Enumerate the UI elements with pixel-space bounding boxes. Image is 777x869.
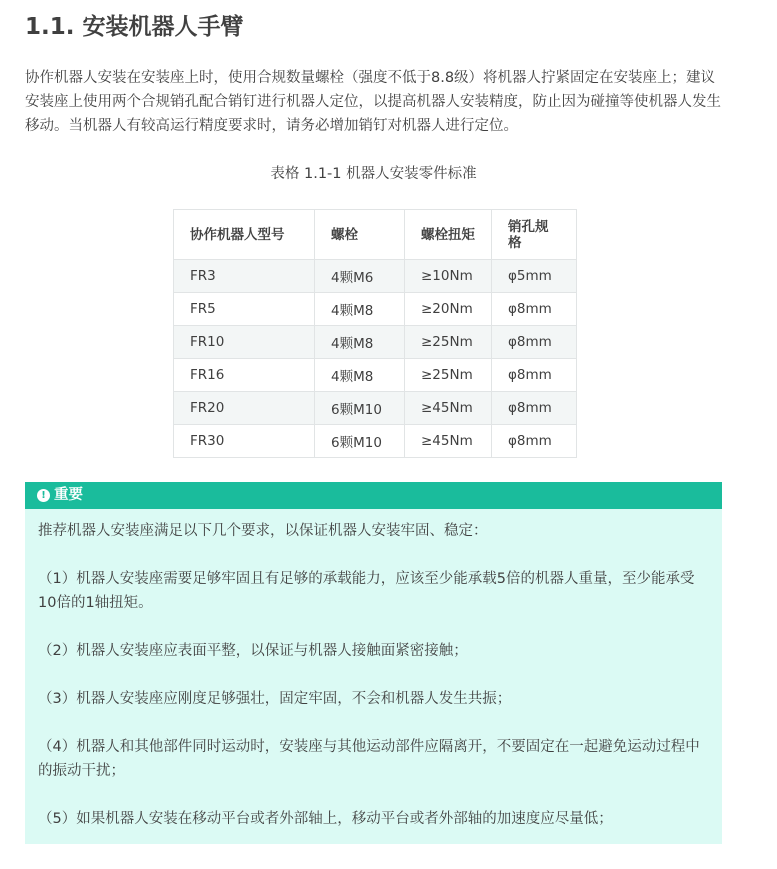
table-row [174,425,577,458]
admonition-paragraph: （2）机器人安装座应表面平整，以保证与机器人接触面紧密接触； [38,643,468,659]
cell-model: FR3 [174,260,315,293]
cell-torque: ≥20Nm [405,293,492,326]
cell-bolt: 4颗M6 [315,260,405,293]
admonition-paragraph: （3）机器人安装座应刚度足够强壮，固定牢固，不会和机器人发生共振； [38,691,512,707]
cell-pin-hole: φ8mm [492,425,577,458]
cell-model: FR5 [174,293,315,326]
cell-model: FR16 [174,359,315,392]
cell-bolt: 6颗M10 [315,392,405,425]
cell-pin-hole: φ5mm [492,260,577,293]
table-row [174,293,577,326]
cell-pin-hole: φ8mm [492,326,577,359]
admonition-title: 重要 [54,487,83,503]
header-model: 协作机器人型号 [174,210,315,260]
intro-paragraph: 协作机器人安装在安装座上时，使用合规数量螺栓（强度不低于8.8级）将机器人拧紧固定在安装座上；建议安装座上使用两个合规销孔配合销钉进行机器人定位，以提高机器人安装精度，防止因为碰撞等使机器人发生移动。当机器人有较高运行精度要求时，请务必增加销钉对机器人进行定位。 [25,70,721,134]
cell-torque: ≥25Nm [405,359,492,392]
cell-bolt: 4颗M8 [315,293,405,326]
table-row [174,359,577,392]
cell-pin-hole: φ8mm [492,392,577,425]
cell-bolt: 4颗M8 [315,326,405,359]
header-bolt: 螺栓 [315,210,405,260]
cell-torque: ≥10Nm [405,260,492,293]
cell-torque: ≥45Nm [405,425,492,458]
cell-torque: ≥45Nm [405,392,492,425]
section-title: 1.1. 安装机器人手臂 [25,14,244,40]
installation-parts-table [173,209,577,458]
exclamation-circle-icon: ! [37,489,50,502]
table-caption: 表格 1.1-1 机器人安装零件标准 [270,166,477,182]
cell-torque: ≥25Nm [405,326,492,359]
table-header-row [174,210,577,260]
cell-model: FR20 [174,392,315,425]
admonition-body [25,509,722,831]
cell-pin-hole: φ8mm [492,359,577,392]
admonition-paragraph: （5）如果机器人安装在移动平台或者外部轴上，移动平台或者外部轴的加速度应尽量低； [38,811,613,827]
cell-model: FR10 [174,326,315,359]
table-row [174,326,577,359]
header-torque: 螺栓扭矩 [405,210,492,260]
important-admonition [25,482,722,844]
header-pin-hole: 销孔规格 [492,210,577,260]
cell-bolt: 6颗M10 [315,425,405,458]
table-row [174,392,577,425]
admonition-title-bar [25,482,722,509]
cell-bolt: 4颗M8 [315,359,405,392]
cell-model: FR30 [174,425,315,458]
cell-pin-hole: φ8mm [492,293,577,326]
admonition-paragraph: （4）机器人和其他部件同时运动时，安装座与其他运动部件应隔离开，不要固定在一起避免运动过程中的振动干扰； [38,739,700,779]
admonition-paragraph: （1）机器人安装座需要足够牢固且有足够的承载能力，应该至少能承载5倍的机器人重量，至少能承受10倍的1轴扭矩。 [38,571,695,611]
table-row [174,260,577,293]
admonition-paragraph: 推荐机器人安装座满足以下几个要求，以保证机器人安装牢固、稳定： [38,523,488,539]
